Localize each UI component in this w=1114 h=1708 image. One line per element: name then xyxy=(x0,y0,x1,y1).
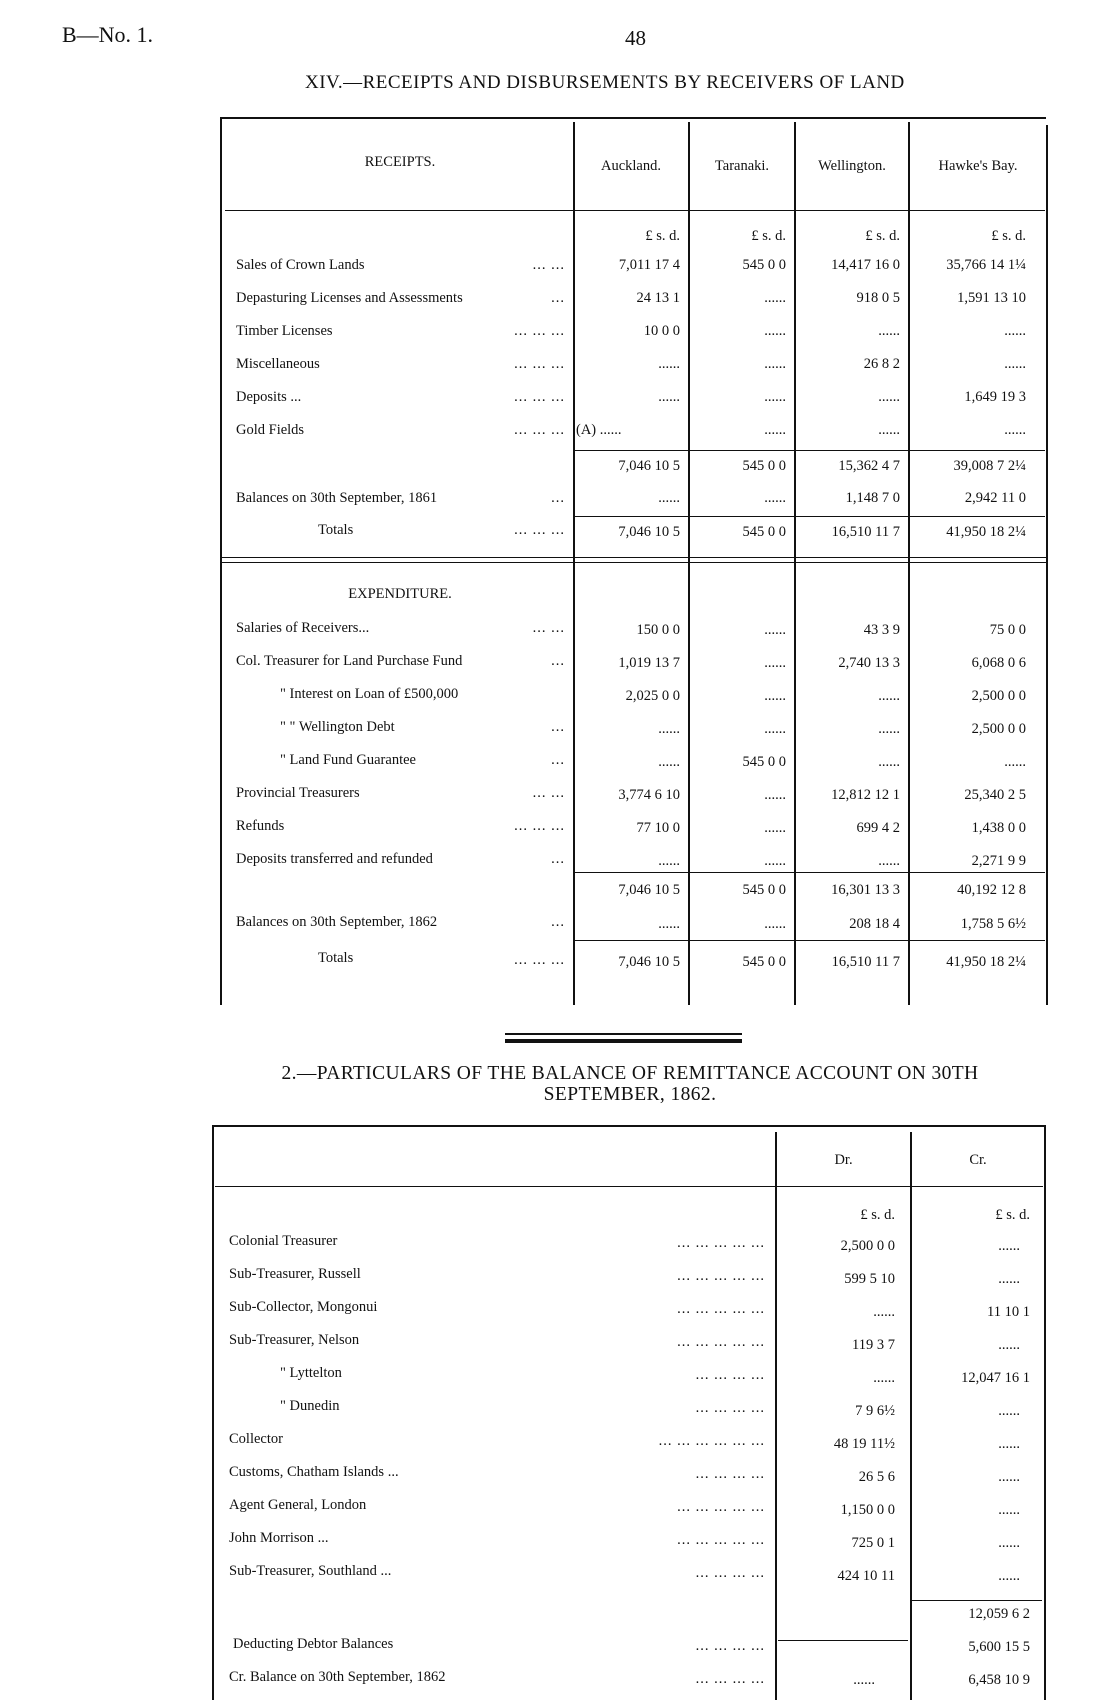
row-label: Sub-Treasurer, Southland ... xyxy=(229,1563,392,1579)
row-label: " Lyttelton xyxy=(280,1365,342,1381)
value-dr: 599 5 10 xyxy=(844,1271,895,1287)
value-hawkes-bay: 2,271 9 9 xyxy=(971,853,1026,869)
row-label: Customs, Chatham Islands ... xyxy=(229,1464,399,1480)
value-taranaki: ...... xyxy=(764,787,786,803)
leader-dots: ... ... ... ... ... xyxy=(677,1235,765,1251)
value-hawkes-bay: 1,438 0 0 xyxy=(971,820,1026,836)
leader-dots: ... ... ... xyxy=(514,422,565,438)
value-hawkes-bay: 2,942 11 0 xyxy=(964,490,1026,506)
value-hawkes-bay: 35,766 14 1¼ xyxy=(946,257,1026,273)
expenditure-heading: EXPENDITURE. xyxy=(348,586,452,602)
cr-subtotal: 12,059 6 2 xyxy=(968,1606,1030,1622)
row-label: Deducting Debtor Balances xyxy=(233,1636,394,1652)
page-number: 48 xyxy=(625,26,646,50)
column-header-auckland: Auckland. xyxy=(601,158,661,174)
value-hawkes-bay: 40,192 12 8 xyxy=(957,882,1026,898)
table2-title-line2: SEPTEMBER, 1862. xyxy=(543,1084,717,1105)
row-label: Provincial Treasurers xyxy=(236,785,360,801)
value-taranaki: ...... xyxy=(764,622,786,638)
row-label: Gold Fields xyxy=(236,422,305,438)
row-label: Miscellaneous xyxy=(236,356,320,372)
table1-title: XIV.—RECEIPTS AND DISBURSEMENTS BY RECEIVERS OF LAND xyxy=(305,72,905,93)
leader-dots: ... ... ... xyxy=(514,522,565,538)
leader-dots: ... ... ... ... xyxy=(695,1367,765,1383)
value-auckland: 24 13 1 xyxy=(636,290,680,306)
row-label: Deposits transferred and refunded xyxy=(236,851,433,867)
value-auckland: 1,019 13 7 xyxy=(618,655,680,671)
value-wellington: 699 4 2 xyxy=(856,820,900,836)
value-cr: ...... xyxy=(998,1403,1020,1419)
value-wellington: 16,510 11 7 xyxy=(831,524,900,540)
value-dr: 2,500 0 0 xyxy=(840,1238,895,1254)
value-auckland: 2,025 0 0 xyxy=(625,688,680,704)
value-wellington: 16,510 11 7 xyxy=(831,954,900,970)
column-header-cr: Cr. xyxy=(969,1152,987,1168)
row-label: Sub-Collector, Mongonui xyxy=(229,1299,378,1315)
leader-dots: ... ... ... xyxy=(514,952,565,968)
value-dr: 26 5 6 xyxy=(858,1469,895,1485)
row-label: Depasturing Licenses and Assessments xyxy=(236,290,463,306)
value-hawkes-bay: 41,950 18 2¼ xyxy=(946,954,1026,970)
leader-dots: ... ... ... ... ... xyxy=(677,1301,765,1317)
value-auckland: 7,011 17 4 xyxy=(618,257,680,273)
leader-dots: ... xyxy=(551,914,565,930)
units-wellington: £ s. d. xyxy=(865,228,900,244)
leader-dots: ... ... xyxy=(532,785,565,801)
row-label: Sub-Treasurer, Russell xyxy=(229,1266,361,1282)
value-cr: 6,458 10 9 xyxy=(968,1672,1030,1688)
value-dr: 424 10 11 xyxy=(837,1568,895,1584)
row-label: " " Wellington Debt xyxy=(280,719,395,735)
value-dr: 119 3 7 xyxy=(852,1337,895,1353)
row-label: Salaries of Receivers... xyxy=(236,620,370,636)
value-hawkes-bay: 39,008 7 2¼ xyxy=(953,458,1026,474)
value-wellington: ...... xyxy=(878,754,900,770)
row-label: Refunds xyxy=(236,818,285,834)
value-taranaki: ...... xyxy=(764,853,786,869)
value-hawkes-bay: 75 0 0 xyxy=(989,622,1026,638)
value-auckland: ...... xyxy=(658,916,680,932)
value-wellington: 208 18 4 xyxy=(849,916,900,932)
leader-dots: ... xyxy=(551,752,565,768)
value-cr: ...... xyxy=(998,1535,1020,1551)
leader-dots: ... xyxy=(551,490,565,506)
row-label: Agent General, London xyxy=(229,1497,367,1513)
column-header-dr: Dr. xyxy=(834,1152,853,1168)
value-taranaki: 545 0 0 xyxy=(742,257,786,273)
row-label: " Interest on Loan of £500,000 xyxy=(280,686,459,702)
value-wellington: ...... xyxy=(878,389,900,405)
row-label: " Land Fund Guarantee xyxy=(280,752,416,768)
value-hawkes-bay: 1,758 5 6½ xyxy=(960,916,1026,932)
value-auckland: 77 10 0 xyxy=(636,820,680,836)
value-cr: ...... xyxy=(998,1436,1020,1452)
leader-dots: ... xyxy=(551,851,565,867)
value-hawkes-bay: 2,500 0 0 xyxy=(971,688,1026,704)
value-hawkes-bay: 1,649 19 3 xyxy=(964,389,1026,405)
leader-dots: ... ... ... xyxy=(514,389,565,405)
value-taranaki: ...... xyxy=(764,820,786,836)
row-label: Totals xyxy=(318,950,354,966)
value-cr: ...... xyxy=(998,1337,1020,1353)
value-auckland: ...... xyxy=(658,490,680,506)
row-label: Totals xyxy=(318,522,354,538)
value-wellington: ...... xyxy=(878,688,900,704)
value-wellington: 2,740 13 3 xyxy=(838,655,900,671)
value-hawkes-bay: ...... xyxy=(1004,422,1026,438)
value-wellington: 12,812 12 1 xyxy=(831,787,900,803)
value-auckland: ...... xyxy=(658,389,680,405)
value-auckland: ...... xyxy=(658,853,680,869)
row-label: Col. Treasurer for Land Purchase Fund xyxy=(236,653,463,669)
value-wellington: 15,362 4 7 xyxy=(838,458,900,474)
leader-dots: ... ... ... ... xyxy=(695,1466,765,1482)
value-auckland: 7,046 10 5 xyxy=(618,882,680,898)
column-header-wellington: Wellington. xyxy=(818,158,886,174)
value-hawkes-bay: ...... xyxy=(1004,356,1026,372)
leader-dots: ... ... ... ... ... ... xyxy=(658,1433,765,1449)
value-taranaki: ...... xyxy=(764,916,786,932)
value-hawkes-bay: 6,068 0 6 xyxy=(971,655,1026,671)
value-auckland: 10 0 0 xyxy=(643,323,680,339)
value-hawkes-bay: 25,340 2 5 xyxy=(964,787,1026,803)
row-label: Sub-Treasurer, Nelson xyxy=(229,1332,360,1348)
value-taranaki: ...... xyxy=(764,290,786,306)
value-hawkes-bay: 1,591 13 10 xyxy=(957,290,1026,306)
value-taranaki: ...... xyxy=(764,389,786,405)
value-taranaki: ...... xyxy=(764,422,786,438)
value-dr: 7 9 6½ xyxy=(855,1403,895,1419)
column-header-hawkes-bay: Hawke's Bay. xyxy=(938,158,1018,174)
value-cr: ...... xyxy=(998,1568,1020,1584)
leader-dots: ... xyxy=(551,290,565,306)
value-dr: ...... xyxy=(853,1672,875,1688)
leader-dots: ... ... ... ... ... xyxy=(677,1334,765,1350)
value-auckland: 3,774 6 10 xyxy=(618,787,680,803)
value-taranaki: 545 0 0 xyxy=(742,524,786,540)
value-cr: ...... xyxy=(998,1271,1020,1287)
row-label: Sales of Crown Lands xyxy=(236,257,365,273)
value-wellington: 14,417 16 0 xyxy=(831,257,900,273)
value-auckland: (A) ...... xyxy=(576,422,622,438)
value-wellington: ...... xyxy=(878,422,900,438)
value-taranaki: ...... xyxy=(764,655,786,671)
value-auckland: ...... xyxy=(658,754,680,770)
value-auckland: ...... xyxy=(658,721,680,737)
row-label: Balances on 30th September, 1861 xyxy=(236,490,438,506)
value-taranaki: ...... xyxy=(764,490,786,506)
value-cr: ...... xyxy=(998,1502,1020,1518)
value-taranaki: ...... xyxy=(764,721,786,737)
value-auckland: ...... xyxy=(658,356,680,372)
leader-dots: ... ... ... ... xyxy=(695,1565,765,1581)
leader-dots: ... ... ... xyxy=(514,323,565,339)
value-dr: ...... xyxy=(873,1304,895,1320)
column-header-receipts: RECEIPTS. xyxy=(364,154,436,170)
leader-dots: ... ... xyxy=(532,620,565,636)
row-label: Balances on 30th September, 1862 xyxy=(236,914,438,930)
row-label: " Dunedin xyxy=(280,1398,340,1414)
leader-dots: ... ... ... ... ... xyxy=(677,1499,765,1515)
value-wellington: 16,301 13 3 xyxy=(831,882,900,898)
value-wellington: ...... xyxy=(878,721,900,737)
value-cr: 12,047 16 1 xyxy=(961,1370,1030,1386)
row-label: John Morrison ... xyxy=(229,1530,329,1546)
row-label: Deposits ... xyxy=(236,389,302,405)
value-cr: 5,600 15 5 xyxy=(968,1639,1030,1655)
value-dr: 1,150 0 0 xyxy=(840,1502,895,1518)
leader-dots: ... ... ... xyxy=(514,356,565,372)
value-taranaki: 545 0 0 xyxy=(742,882,786,898)
units-hawkes-bay: £ s. d. xyxy=(991,228,1026,244)
units-dr: £ s. d. xyxy=(860,1207,895,1223)
value-taranaki: ...... xyxy=(764,323,786,339)
value-dr: 725 0 1 xyxy=(851,1535,895,1551)
leader-dots: ... ... ... ... ... xyxy=(677,1532,765,1548)
value-auckland: 7,046 10 5 xyxy=(618,458,680,474)
leader-dots: ... ... ... xyxy=(514,818,565,834)
units-taranaki: £ s. d. xyxy=(751,228,786,244)
value-cr: ...... xyxy=(998,1469,1020,1485)
value-taranaki: ...... xyxy=(764,356,786,372)
value-hawkes-bay: 2,500 0 0 xyxy=(971,721,1026,737)
value-taranaki: 545 0 0 xyxy=(742,458,786,474)
table2-title xyxy=(230,1063,1030,1105)
leader-dots: ... ... ... ... xyxy=(695,1400,765,1416)
value-taranaki: 545 0 0 xyxy=(742,754,786,770)
value-hawkes-bay: ...... xyxy=(1004,754,1026,770)
value-dr: ...... xyxy=(873,1370,895,1386)
value-wellington: ...... xyxy=(878,323,900,339)
leader-dots: ... ... ... ... xyxy=(695,1671,765,1687)
value-wellington: 918 0 5 xyxy=(856,290,900,306)
value-auckland: 7,046 10 5 xyxy=(618,954,680,970)
value-auckland: 150 0 0 xyxy=(636,622,680,638)
row-label: Collector xyxy=(229,1431,283,1447)
value-taranaki: 545 0 0 xyxy=(742,954,786,970)
column-header-taranaki: Taranaki. xyxy=(714,158,770,174)
value-cr: ...... xyxy=(998,1238,1020,1254)
value-wellington: 26 8 2 xyxy=(863,356,900,372)
units-auckland: £ s. d. xyxy=(645,228,680,244)
row-label: Cr. Balance on 30th September, 1862 xyxy=(229,1669,446,1685)
leader-dots: ... xyxy=(551,653,565,669)
value-hawkes-bay: ...... xyxy=(1004,323,1026,339)
document-series-label: B—No. 1. xyxy=(62,22,154,47)
value-taranaki: ...... xyxy=(764,688,786,704)
leader-dots: ... ... ... ... xyxy=(695,1638,765,1654)
table2-title-line1: 2.—PARTICULARS OF THE BALANCE OF REMITTANCE ACCOUNT ON 30TH xyxy=(281,1063,979,1084)
leader-dots: ... ... ... ... ... xyxy=(677,1268,765,1284)
value-wellington: 1,148 7 0 xyxy=(845,490,900,506)
leader-dots: ... ... xyxy=(532,257,565,273)
row-label: Colonial Treasurer xyxy=(229,1233,338,1249)
row-label: Timber Licenses xyxy=(236,323,333,339)
units-cr: £ s. d. xyxy=(995,1207,1030,1223)
value-wellington: ...... xyxy=(878,853,900,869)
value-cr: 11 10 1 xyxy=(987,1304,1030,1320)
value-dr: 48 19 11½ xyxy=(833,1436,895,1452)
value-wellington: 43 3 9 xyxy=(863,622,900,638)
leader-dots: ... xyxy=(551,719,565,735)
value-auckland: 7,046 10 5 xyxy=(618,524,680,540)
value-hawkes-bay: 41,950 18 2¼ xyxy=(946,524,1026,540)
